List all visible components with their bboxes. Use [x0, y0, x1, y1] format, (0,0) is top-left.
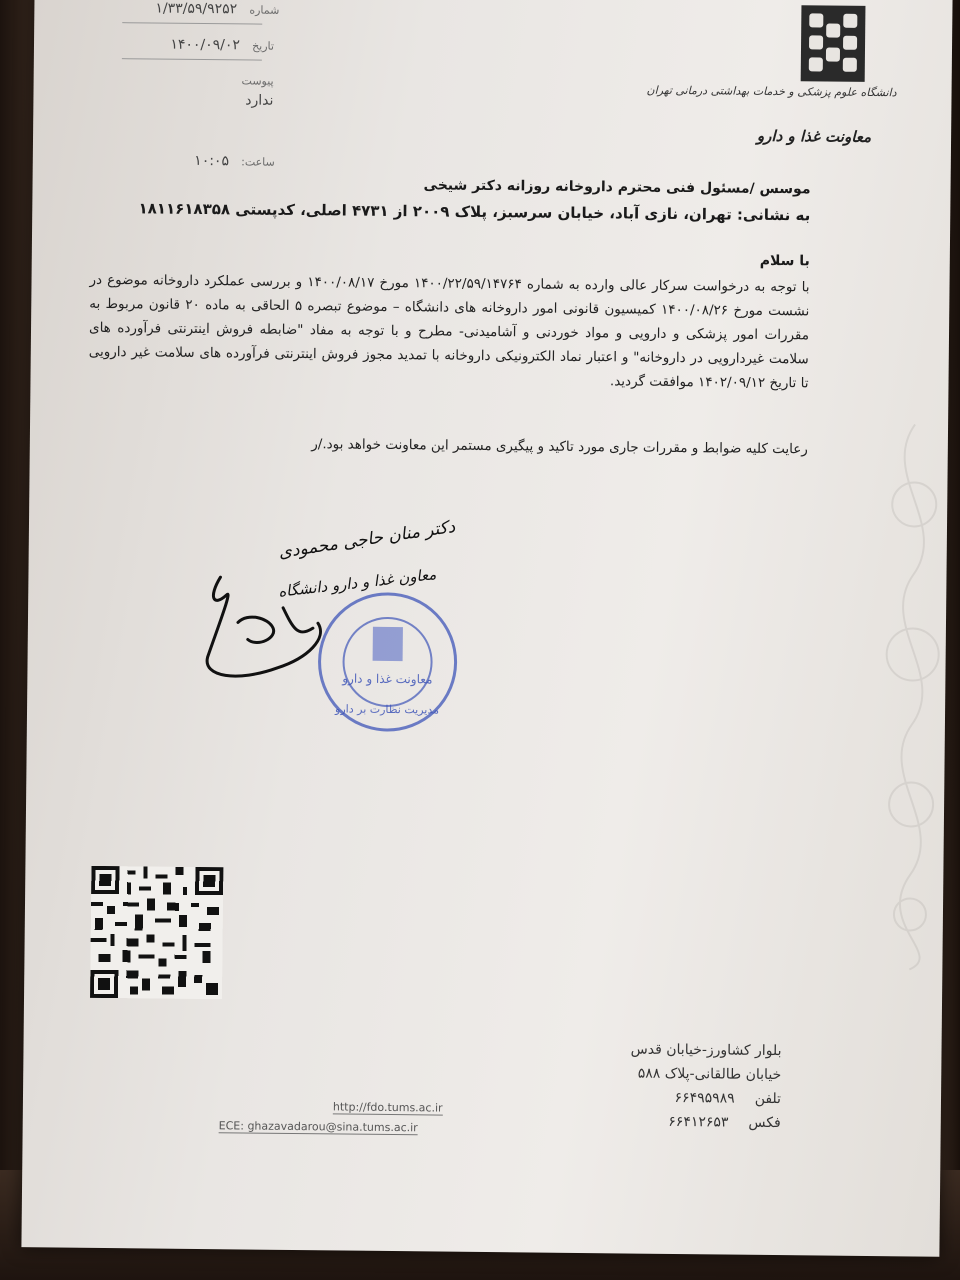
salutation: با سلام	[759, 252, 810, 270]
number-label: شماره	[249, 3, 280, 17]
number-value: ۱/۳۳/۵۹/۹۲۵۲	[155, 0, 238, 18]
letter-paper	[21, 0, 952, 1257]
department-name: معاونت غذا و دارو	[756, 126, 872, 146]
address-line-2: خیابان طالقانی-پلاک ۵۸۸	[637, 1065, 782, 1084]
date-label: تاریخ	[252, 39, 275, 53]
stamp-outer-text: مدیریت نظارت بر دارو	[335, 702, 440, 717]
recipient-address: به نشانی: تهران، نازی آباد، خیابان سرسبز، پلاک ۲۰۰۹ از ۴۷۳۱ اصلی، کدپستی ۱۸۱۱۶۱۸۳۵۸	[138, 199, 811, 225]
address-line-1: بلوار کشاورز-خیابان قدس	[630, 1041, 782, 1060]
stamp-inner-text: معاونت غذا و دارو	[342, 671, 433, 687]
fax-value: ۶۶۴۱۲۶۵۳	[668, 1113, 729, 1131]
signer-name: دکتر منان حاجی محمودی	[277, 516, 457, 563]
date-field	[144, 36, 274, 53]
university-logo-icon	[799, 3, 868, 84]
time-value: ۱۰:۰۵	[194, 152, 230, 170]
time-label: ساعت:	[241, 155, 275, 169]
fax-row	[630, 1110, 781, 1136]
footer-address	[630, 1038, 782, 1136]
body-paragraph: با توجه به درخواست سرکار عالی وارده به شماره ۱۴۰۰/۲۲/۵۹/۱۴۷۶۴ مورخ ۱۴۰۰/۰۸/۱۷ و بررسی عملکرد داروخانه موضوع در نشست مورخ ۱۴۰۰/۰۸/۲۶ کمیسیون قانونی امور داروخانه های دانشگاه – موضوع تبصره ۵ الحاقی به ماده ۲۰ قانون مربوط به مقررات امور پزشکی و دارویی و مواد خوردنی و آشامیدنی- مطرح و با توجه به مفاد "ضابطه فروش اینترنتی فرآورده های سلامت غیردارویی در داروخانه" و اعتبار نماد الکترونیکی داروخانه با تمدید مجوز فروش اینترنتی فرآورده های سلامت غیر دارویی تا تاریخ ۱۴۰۲/۰۹/۱۲ موافقت گردید.	[88, 271, 810, 392]
phone-label: تلفن	[754, 1090, 782, 1108]
recipient-title: موسس /مسئول فنی محترم داروخانه روزانه دکتر شیخی	[423, 177, 811, 198]
time-field	[175, 153, 275, 170]
letter-body	[88, 268, 809, 396]
website-link[interactable]: http://fdo.tums.ac.ir	[332, 1100, 443, 1115]
qr-code-icon	[90, 866, 223, 999]
attachment-label: پیوست	[241, 74, 274, 88]
attachment-value: ندارد	[245, 92, 274, 109]
phone-value: ۶۶۴۹۵۹۸۹	[674, 1089, 735, 1107]
ornament-watermark-icon	[854, 414, 960, 975]
fax-label: فکس	[748, 1114, 781, 1132]
university-name: دانشگاه علوم پزشکی و خدمات بهداشتی درمانی تهران	[646, 83, 897, 100]
phone-row	[630, 1086, 781, 1112]
date-value: ۱۴۰۰/۰۹/۰۲	[170, 36, 241, 54]
attachment-field	[183, 73, 273, 109]
email-link[interactable]: ECE: ghazavadarou@sina.tums.ac.ir	[218, 1119, 418, 1135]
number-field	[129, 0, 279, 18]
closing-line: رعایت کلیه ضوابط و مقررات جاری مورد تاکید و پیگیری مستمر این معاونت خواهد بود./ر	[311, 436, 808, 458]
signer-title: معاون غذا و دارو دانشگاه	[277, 565, 438, 601]
handwritten-signature-icon	[177, 567, 338, 699]
